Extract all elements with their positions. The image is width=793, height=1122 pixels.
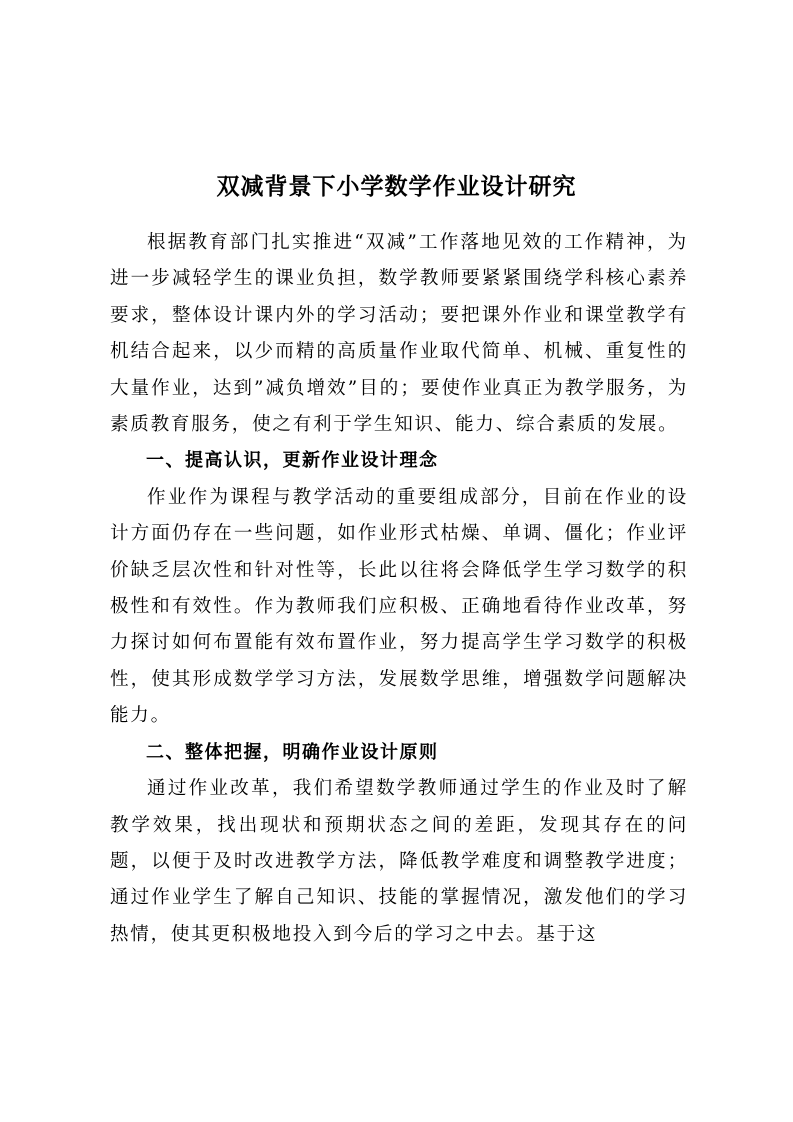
section-2-paragraph: 通过作业改革，我们希望数学教师通过学生的作业及时了解教学效果，找出现状和预期状态之间的差距，发现其存在的问题，以便于及时改进教学方法，降低教学难度和调整教学进度；通过作业学生了解自己知识、技能的掌握情况，激发他们的学习热情，使其更积极地投入到今后的学习之中去。基于这 xyxy=(110,778,688,945)
intro-paragraph: 根据教育部门扎实推进“双减”工作落地见效的工作精神，为进一步减轻学生的课业负担，数学教师要紧紧围绕学科核心素养要求，整体设计课内外的学习活动；要把课外作业和课堂教学有机结合起来，以少而精的高质量作业取代简单、机械、重复性的大量作业，达到”减负增效”目的；要使作业真正为教学服务，为素质教育服务，使之有利于学生知识、能力、综合素质的发展。 xyxy=(110,232,688,436)
document-title: 双减背景下小学数学作业设计研究 xyxy=(216,174,577,201)
section-1-paragraph: 作业作为课程与教学活动的重要组成部分，目前在作业的设计方面仍存在一些问题，如作业形式枯燥、单调、僵化；作业评价缺乏层次性和针对性等，长此以往将会降低学生学习数学的积极性和有效性。作为教师我们应积极、正确地看待作业改革，努力探讨如何布置能有效布置作业，努力提高学生学习数学的积极性，使其形成数学学习方法，发展数学思维，增强数学问题解决能力。 xyxy=(110,486,688,727)
document-body xyxy=(110,225,688,953)
section-2-heading: 二、整体把握，明确作业设计原则 xyxy=(146,741,439,763)
section-1-heading: 一、提高认识，更新作业设计理念 xyxy=(146,450,439,472)
